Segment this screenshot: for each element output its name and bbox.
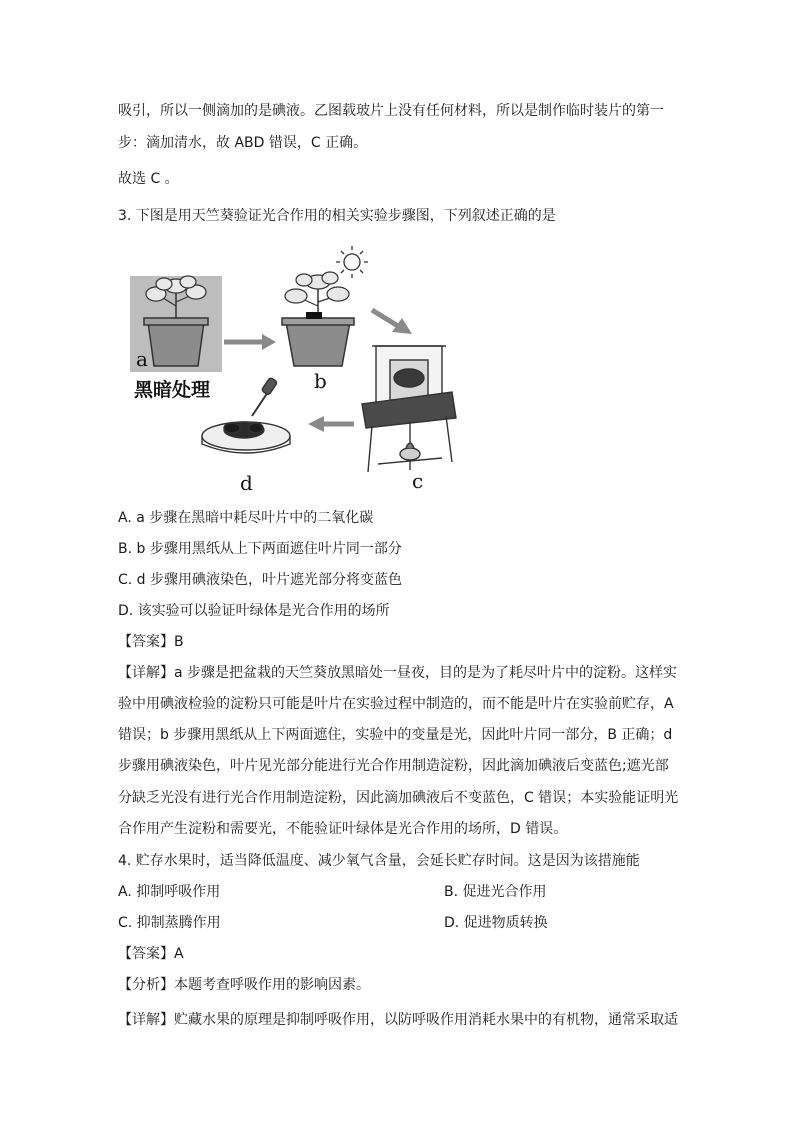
text-line: 故选 C 。 [118, 171, 179, 187]
text-line: 吸引，所以一侧滴加的是碘液。乙图载玻片上没有任何材料，所以是制作临时装片的第一 [118, 103, 664, 119]
arrow-left-head-icon [308, 416, 324, 432]
q3-option-a: A. a 步骤在黑暗中耗尽叶片中的二氧化碳 [118, 510, 374, 526]
q3-option-c: C. d 步骤用碘液染色，叶片遮光部分将变蓝色 [118, 572, 403, 588]
q3-detail-line: 【详解】a 步骤是把盆栽的天竺葵放黑暗处一昼夜，目的是为了耗尽叶片中的淀粉。这样实 [118, 665, 678, 681]
dark-treatment-caption: 黑暗处理 [134, 379, 211, 401]
q4-option-c: C. 抑制蒸腾作用 [118, 915, 221, 931]
q3-detail-line: 分缺乏光没有进行光合作用制造淀粉，因此滴加碘液后不变蓝色，C 错误；本实验能证明光 [118, 790, 679, 806]
q3-detail-line: 验中用碘液检验的淀粉只可能是叶片在实验过程中制造的，而不能是叶片在实验前贮存，A [118, 696, 674, 712]
q3-answer: 【答案】B [118, 634, 184, 650]
q4-option-d: D. 促进物质转换 [444, 915, 548, 931]
dropper-icon [252, 377, 278, 416]
question-3-stem: 3. 下图是用天竺葵验证光合作用的相关实验步骤图，下列叙述正确的是 [118, 208, 556, 224]
experiment-diagram [126, 240, 462, 492]
label-c: c [412, 469, 424, 492]
q4-answer: 【答案】A [118, 946, 184, 962]
water-bath-icon [362, 346, 456, 472]
q4-option-a: A. 抑制呼吸作用 [118, 884, 221, 900]
arrow-down-right-icon [372, 310, 398, 326]
label-b: b [314, 369, 327, 393]
potted-plant-a-icon [144, 276, 208, 366]
label-a: a [136, 347, 148, 371]
q4-detail: 【详解】贮藏水果的原理是抑制呼吸作用，以防呼吸作用消耗水果中的有机物，通常采取适 [118, 1012, 678, 1028]
question-4-stem: 4. 贮存水果时，适当降低温度、减少氧气含量，会延长贮存时间。这是因为该措施能 [118, 853, 640, 869]
q3-detail-line: 步骤用碘液染色，叶片见光部分能进行光合作用制造淀粉，因此滴加碘液后变蓝色;遮光部 [118, 758, 669, 774]
q3-detail-line: 错误；b 步骤用黑纸从上下两面遮住，实验中的变量是光，因此叶片同一部分，B 正确；d [118, 727, 673, 743]
text-line: 步：滴加清水，故 ABD 错误，C 正确。 [118, 135, 368, 151]
petri-dish-icon [202, 422, 290, 453]
q3-option-b: B. b 步骤用黑纸从上下两面遮住叶片同一部分 [118, 541, 402, 557]
label-d: d [240, 471, 253, 492]
q4-option-b: B. 促进光合作用 [444, 884, 547, 900]
arrow-right-head-icon [262, 334, 276, 350]
q4-analysis: 【分析】本题考查呼吸作用的影响因素。 [118, 977, 370, 993]
sun-icon [336, 246, 368, 278]
potted-plant-b-icon [282, 272, 354, 366]
experiment-figure [126, 240, 462, 492]
q3-option-d: D. 该实验可以验证叶绿体是光合作用的场所 [118, 603, 390, 619]
black-paper-icon [306, 312, 322, 319]
q3-detail-line: 合作用产生淀粉和需要光，不能验证叶绿体是光合作用的场所，D 错误。 [118, 821, 568, 837]
